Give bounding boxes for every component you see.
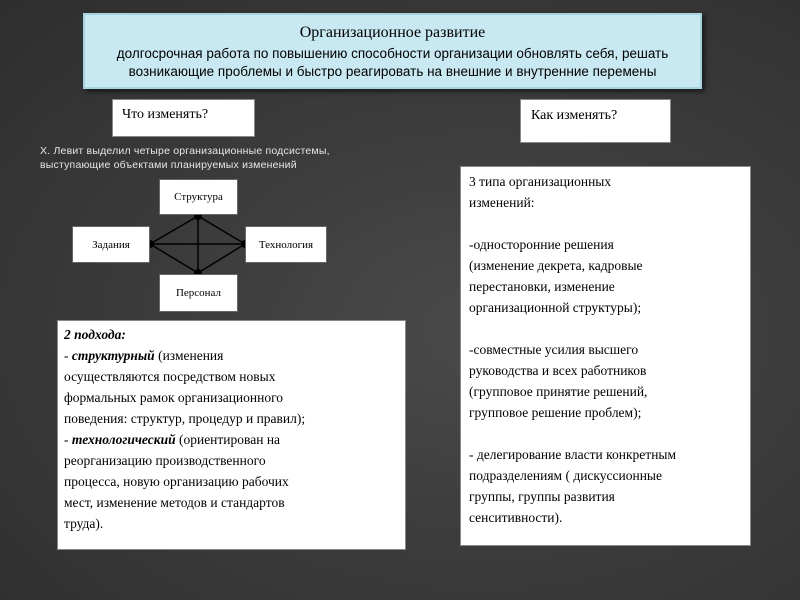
- approaches-box: 2 подхода: - структурный (изменения осуществляются посредством новых формальных рамок организационного поведения: структур, процедур и правил); - технологический (ориентирован на реорганизацию производственного процесса, новую организацию рабочих мест, изменение методов и стандартов труда).: [57, 320, 406, 550]
- type-delegation: - делегирование власти конкретным: [469, 447, 677, 462]
- node-personnel: Персонал: [159, 274, 238, 312]
- type-joint: -совместные усилия высшего: [469, 342, 639, 357]
- node-technology: Технология: [245, 226, 327, 263]
- header-subtitle: долгосрочная работа по повышению способности организации обновлять себя, решать возникающие проблемы и быстро реагировать на внешние и внутренние перемены: [116, 46, 669, 79]
- what-to-change-box: Что изменять?: [112, 99, 255, 137]
- node-structure: Структура: [159, 179, 238, 215]
- levit-caption: Х. Левит выделил четыре организационные подсистемы, выступающие объектами планируемых изменений: [40, 145, 330, 171]
- approach-structural: - структурный (изменения: [64, 348, 224, 363]
- approaches-heading: 2 подхода:: [64, 327, 126, 342]
- types-heading: 3 типа организационных: [469, 174, 612, 189]
- header-box: [83, 13, 702, 89]
- change-types-box: 3 типа организационных изменений: -односторонние решения (изменение декрета, кадровые перестановки, изменение организационной структуры); -совместные усилия высшего руководства и всех работников (групповое принятие решений, групповое решение проблем); - делегирование власти конкретным подразделениям ( дискуссионные группы, группы развития сенситивности).: [460, 166, 751, 546]
- node-tasks: Задания: [72, 226, 150, 263]
- header-title: Организационное развитие: [299, 24, 486, 41]
- type-unilateral: -односторонние решения: [469, 237, 614, 252]
- approach-technological: - технологический (ориентирован на: [64, 432, 281, 447]
- how-to-change-box: Как изменять?: [520, 99, 671, 143]
